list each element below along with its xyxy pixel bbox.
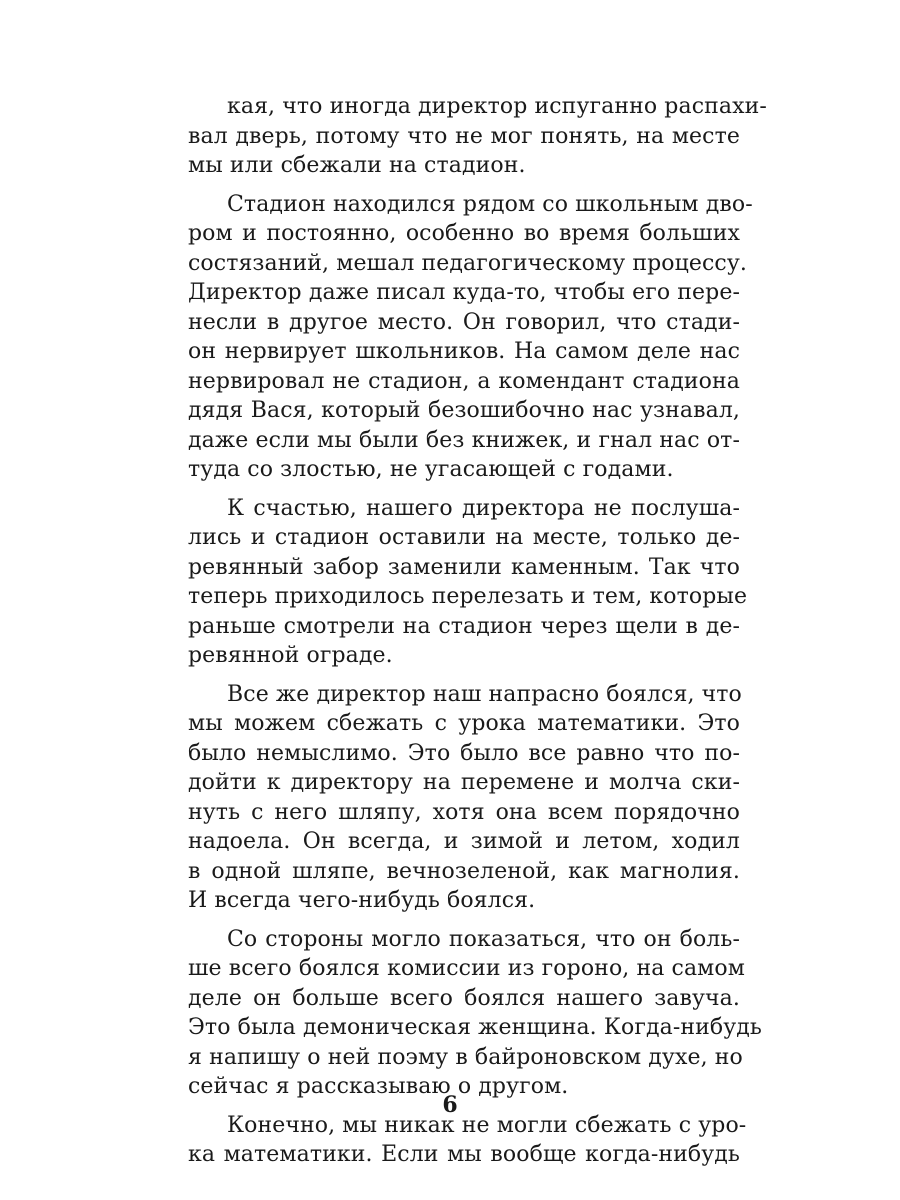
text-line: Это была демоническая женщина. Когда-нибудь (188, 1015, 762, 1040)
text-line: ше всего боялся комиссии из гороно, на самом (188, 956, 745, 981)
body-text (188, 92, 767, 1179)
page-number: 6 (442, 1092, 458, 1118)
text-line: деле он больше всего боялся нашего завуча. (188, 985, 740, 1011)
text-line: ревянной ограде. (188, 643, 393, 668)
text-line: вал дверь, потому что не мог понять, на месте (188, 123, 740, 149)
text-line: теперь приходилось перелезать и тем, которые (188, 584, 748, 609)
text-line: Директор даже писал куда-то, чтобы его пере- (188, 280, 740, 305)
paragraph (188, 92, 767, 181)
text-line: кая, что иногда директор испуганно распахи- (227, 94, 767, 119)
text-line: несли в другое место. Он говорил, что стади- (188, 309, 740, 335)
text-line: он нервирует школьников. На самом деле нас (188, 339, 740, 364)
text-line: сейчас я рассказываю о другом. (188, 1074, 569, 1099)
text-line: мы или сбежали на стадион. (188, 153, 526, 178)
text-line: Со стороны могло показаться, что он боль- (227, 926, 740, 952)
text-line: И всегда чего-нибудь боялся. (188, 888, 536, 913)
text-line: состязаний, мешал педагогическому процессу. (188, 250, 747, 276)
text-line: Все же директор наш напрасно боялся, что (227, 681, 742, 707)
text-line: раньше смотрели на стадион через щели в де- (188, 613, 740, 639)
text-line: в одной шляпе, вечнозеленой, как магнолия. (188, 858, 740, 884)
text-line: дойти к директору на перемене и молча ски- (188, 770, 740, 795)
text-line: лись и стадион оставили на месте, только де- (188, 525, 740, 550)
text-line: К счастью, нашего директора не послуша- (227, 495, 740, 521)
text-line: Стадион находился рядом со школьным дво- (227, 191, 753, 217)
paragraph (188, 925, 762, 1102)
text-line: ром и постоянно, особенно во время больших (188, 221, 740, 246)
text-line: даже если мы были без книжек, и гнал нас от- (188, 427, 740, 453)
text-line: нервировал не стадион, а комендант стадиона (188, 368, 740, 394)
paragraph (188, 190, 753, 485)
text-line: надоела. Он всегда, и зимой и летом, ходил (188, 829, 740, 854)
text-line: я напишу о ней поэму в байроновском духе, но (188, 1044, 743, 1070)
text-line: было немыслимо. Это было все равно что по- (188, 740, 740, 766)
text-line: мы можем сбежать с урока математики. Это (188, 711, 740, 736)
text-line: ревянный забор заменили каменным. Так что (188, 554, 740, 580)
text-line: Конечно, мы никак не могли сбежать с уро- (227, 1112, 747, 1138)
paragraph (188, 680, 740, 916)
text-line: нуть с него шляпу, хотя она всем порядочно (188, 799, 740, 825)
text-line: ка математики. Если мы вообще когда-нибудь (188, 1142, 740, 1167)
paragraph (188, 494, 748, 671)
text-line: дядя Вася, который безошибочно нас узнавал, (188, 398, 740, 423)
text-line: туда со злостью, не угасающей с годами. (188, 457, 674, 482)
